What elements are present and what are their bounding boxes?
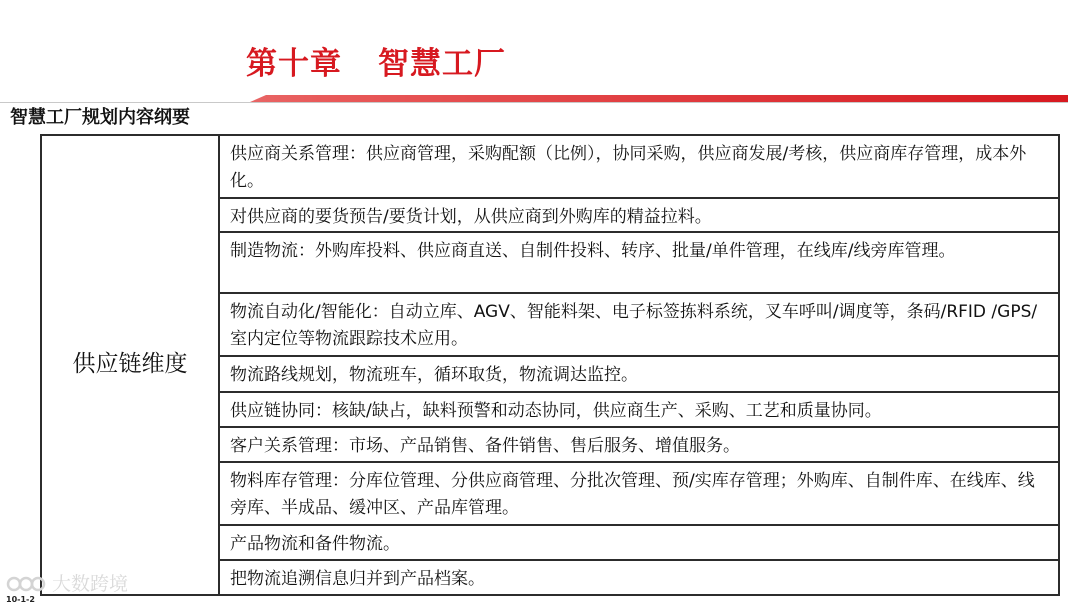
outline-item: [220, 461, 1058, 524]
title-accent-bar: [0, 94, 1068, 103]
outline-item: [220, 355, 1058, 391]
outline-item-text: 供应链协同：核缺/缺占，缺料预警和动态协同，供应商生产、采购、工艺和质量协同。: [230, 401, 882, 421]
outline-item: [220, 197, 1058, 231]
dimension-cell: [42, 136, 220, 594]
outline-table: [40, 134, 1060, 596]
outline-item-text: 供应商关系管理：供应商管理，采购配额（比例），协同采购，供应商发展/考核，供应商库存管理，成本外化。: [230, 144, 1027, 191]
outline-item-text: 物流路线规划，物流班车，循环取货，物流调达监控。: [230, 365, 638, 385]
outline-item: [220, 426, 1058, 461]
footer-code: 10-1-2: [6, 595, 35, 604]
outline-item: [220, 391, 1058, 426]
section-heading: 智慧工厂规划内容纲要: [10, 107, 190, 128]
chapter-number: 第十章: [246, 46, 342, 82]
watermark-logo-icon: [6, 574, 46, 594]
outline-item: [220, 231, 1058, 292]
outline-item-text: 产品物流和备件物流。: [230, 534, 400, 554]
outline-items: [220, 136, 1058, 594]
outline-item-text: 制造物流：外购库投料、供应商直送、自制件投料、转序、批量/单件管理，在线库/线旁库管理。: [230, 241, 956, 261]
outline-item: [220, 136, 1058, 197]
outline-item-text: 物料库存管理：分库位管理、分供应商管理、分批次管理、预/实库存管理；外购库、自制件库、在线库、线旁库、半成品、缓冲区、产品库管理。: [230, 471, 1035, 518]
dimension-label: 供应链维度: [72, 351, 188, 377]
outline-item: [220, 292, 1058, 355]
outline-item: [220, 524, 1058, 559]
outline-item-text: 对供应商的要货预告/要货计划，从供应商到外购库的精益拉料。: [230, 207, 712, 227]
chapter-name: 智慧工厂: [378, 46, 506, 82]
outline-item-text: 把物流追溯信息归并到产品档案。: [230, 569, 485, 589]
chapter-title: [246, 42, 506, 86]
outline-item: [220, 559, 1058, 596]
outline-item-text: 物流自动化/智能化：自动立库、AGV、智能料架、电子标签拣料系统，叉车呼叫/调度等，条码/RFID /GPS/室内定位等物流跟踪技术应用。: [230, 302, 1038, 349]
outline-item-text: 客户关系管理：市场、产品销售、备件销售、售后服务、增值服务。: [230, 436, 740, 456]
watermark-text: 大数跨境: [52, 573, 129, 595]
